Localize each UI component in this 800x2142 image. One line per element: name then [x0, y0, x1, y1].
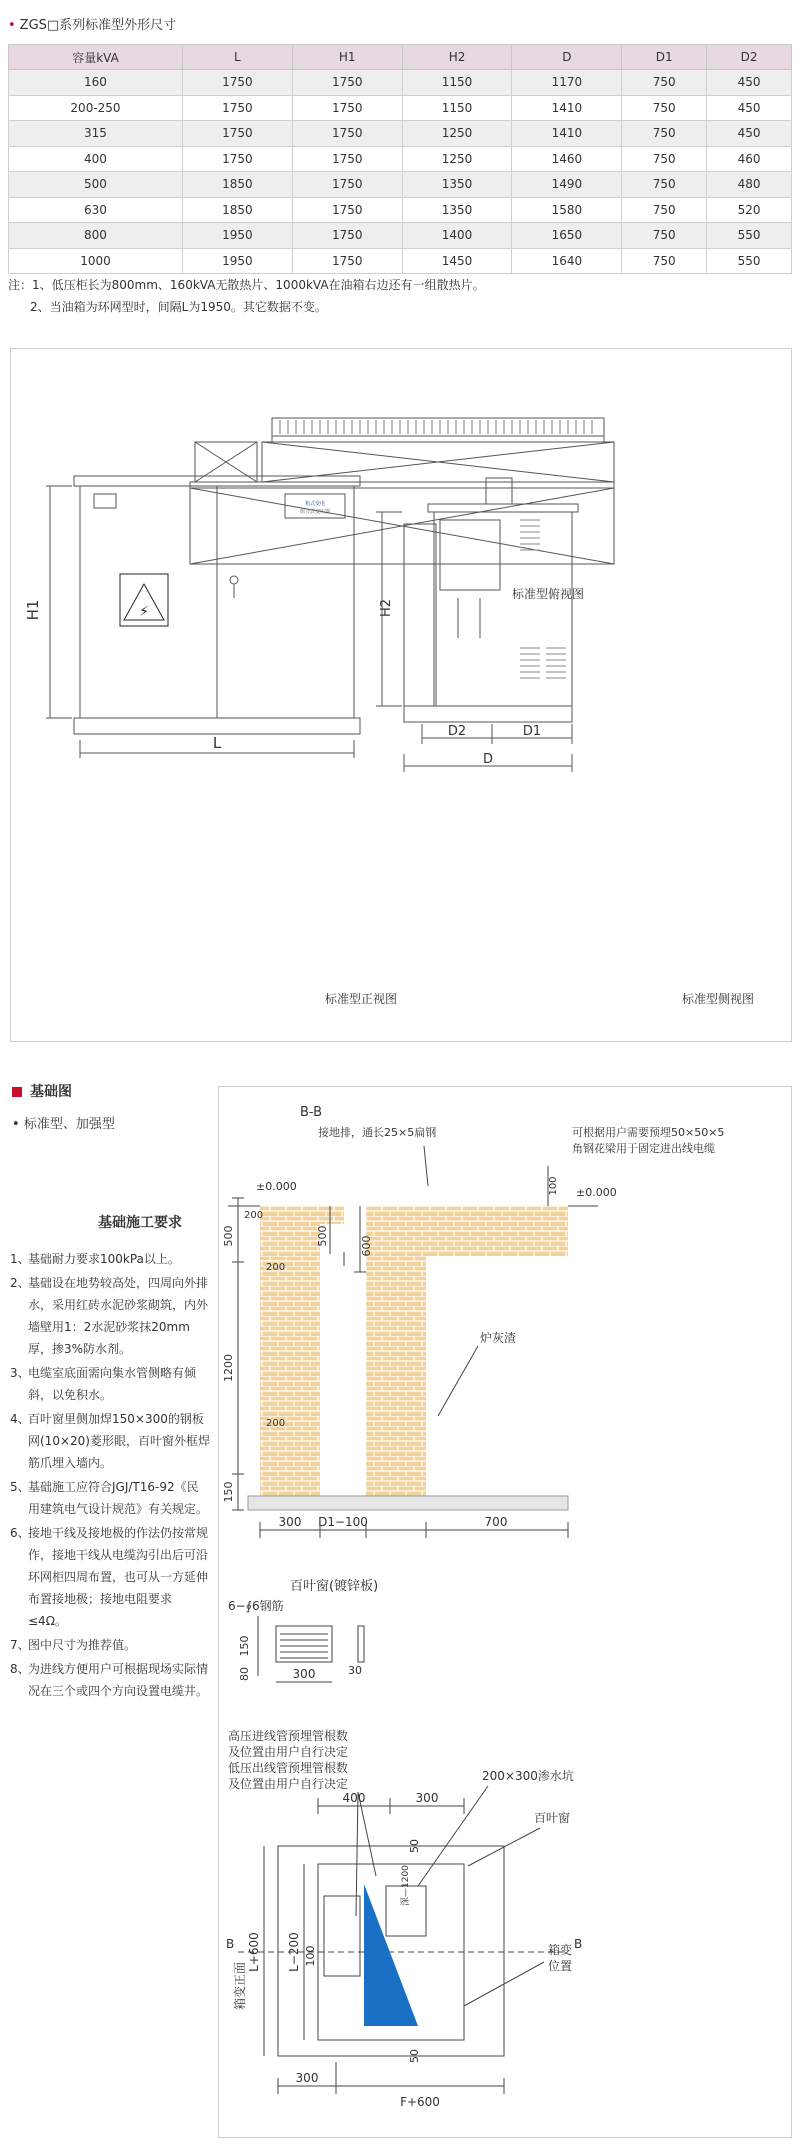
- plan-ann-box-2: 位置: [548, 1959, 573, 1973]
- table-cell: 1750: [292, 70, 402, 96]
- plan-ann-pit: 200×300渗水坑: [482, 1769, 574, 1783]
- table-row: [9, 95, 792, 121]
- requirement-item: [10, 1272, 210, 1360]
- table-cell: 1750: [182, 146, 292, 172]
- table-cell: 750: [622, 197, 707, 223]
- plan-dim-300b: 300: [295, 2071, 319, 2085]
- table-cell: 500: [9, 172, 183, 198]
- requirement-item: [10, 1522, 210, 1632]
- plan-ann-lv-1: 低压出线管预埋管根数: [228, 1761, 349, 1775]
- table-cell: 750: [622, 172, 707, 198]
- louver-dim-80: 80: [238, 1667, 251, 1681]
- table-cell: 1450: [402, 248, 512, 274]
- table-cell: 1410: [512, 95, 622, 121]
- table-row: [9, 197, 792, 223]
- spec-section-title: [8, 14, 176, 33]
- table-cell: 1460: [512, 146, 622, 172]
- col-header: 容量kVA: [9, 45, 183, 70]
- spec-note-1: 注：1、低压柜长为800mm、160kVA无散热片、1000kVA在油箱右边还有一组散热片。: [8, 278, 485, 292]
- table-row: [9, 121, 792, 147]
- table-row: [9, 70, 792, 96]
- table-cell: 1750: [292, 95, 402, 121]
- side-view-radiator: [404, 524, 436, 706]
- bb-dim-500a: 500: [222, 1225, 235, 1247]
- front-view-plate-line1: 箱式变电: [304, 501, 326, 507]
- plan-ann-lv-2: 及位置由用户自行决定: [228, 1777, 349, 1791]
- bb-right-wall: [366, 1256, 426, 1496]
- front-view-plate-line2: 组合式变压器: [299, 509, 331, 515]
- table-row: [9, 223, 792, 249]
- spec-table-body: [9, 70, 792, 274]
- spec-table: [8, 44, 792, 274]
- table-cell: 1750: [292, 121, 402, 147]
- front-view-lightning-icon: ⚡: [139, 604, 149, 620]
- louver-dim-30: 30: [348, 1664, 362, 1677]
- bb-dim-600: 600: [360, 1235, 373, 1257]
- table-header-row: [9, 45, 792, 70]
- requirement-item: [10, 1476, 210, 1520]
- table-cell: 750: [622, 223, 707, 249]
- requirement-number: 6、: [10, 1526, 30, 1540]
- plan-dim-l600: L+600: [247, 1932, 261, 1972]
- table-cell: 1750: [292, 197, 402, 223]
- requirement-text: 图中尺寸为推荐值。: [28, 1638, 137, 1652]
- plan-ann-hv-1: 高压进线管预埋管根数: [228, 1729, 349, 1743]
- plan-depth-label: 深—1200: [401, 1865, 411, 1906]
- plan-ann-box-1: 箱变: [548, 1943, 573, 1957]
- side-label-d1: D1: [522, 724, 542, 739]
- col-header: L: [182, 45, 292, 70]
- bb-dim-200c: 200: [266, 1418, 286, 1429]
- requirements-title: 基础施工要求: [98, 1215, 182, 1231]
- table-cell: 750: [622, 95, 707, 121]
- bb-ann-cinder: 炉灰渣: [480, 1331, 517, 1345]
- side-label-d: D: [482, 752, 494, 767]
- requirement-item: [10, 1658, 210, 1702]
- front-view-badge: [94, 494, 116, 508]
- table-cell: 400: [9, 146, 183, 172]
- plan-b-right: B: [574, 1937, 583, 1951]
- side-view-caption: 标准型侧视图: [682, 992, 755, 1006]
- bb-level-left: ±0.000: [256, 1180, 297, 1193]
- plan-dim-50a: 50: [408, 1839, 421, 1853]
- requirement-number: 7、: [10, 1638, 30, 1652]
- table-cell: 1750: [292, 146, 402, 172]
- foundation-subtitle-text: 标准型、加强型: [23, 1117, 115, 1132]
- requirement-text: 基础设在地势较高处，四周向外排水，采用红砖水泥砂浆砌筑，内外墙壁用1：2水泥砂浆抹20mm厚，掺3%防水剂。: [28, 1276, 209, 1356]
- requirement-number: 8、: [10, 1662, 30, 1676]
- requirement-number: 5、: [10, 1480, 30, 1494]
- top-view-radiator: [272, 418, 604, 436]
- side-label-d2: D2: [447, 724, 467, 739]
- side-view-base: [404, 706, 572, 722]
- foundation-title: [12, 1081, 72, 1101]
- table-cell: 1750: [182, 121, 292, 147]
- foundation-subtitle: [12, 1113, 115, 1132]
- col-header: H1: [292, 45, 402, 70]
- requirement-text: 基础施工应符合JGJ/T16-92《民用建筑电气设计规范》有关规定。: [28, 1480, 209, 1516]
- table-cell: 1350: [402, 172, 512, 198]
- plan-front-side: 箱变正面: [233, 1961, 247, 2011]
- table-cell: 450: [707, 121, 792, 147]
- col-header: D1: [622, 45, 707, 70]
- bb-dim-d1: D1−100: [318, 1515, 368, 1529]
- table-cell: 1750: [182, 95, 292, 121]
- table-cell: 750: [622, 146, 707, 172]
- table-cell: 520: [707, 197, 792, 223]
- table-cell: 1410: [512, 121, 622, 147]
- requirement-number: 2、: [10, 1276, 30, 1290]
- plan-dim-l200: L−200: [287, 1932, 301, 1972]
- table-cell: 750: [622, 248, 707, 274]
- requirement-text: 为进线方便用户可根据现场实际情况在三个或四个方向设置电缆井。: [28, 1662, 209, 1698]
- foundation-title-text: 基础图: [30, 1084, 72, 1100]
- plan-ann-louver: 百叶窗: [534, 1811, 571, 1825]
- table-cell: 160: [9, 70, 183, 96]
- bb-title: B-B: [300, 1105, 323, 1120]
- table-cell: 1170: [512, 70, 622, 96]
- table-cell: 450: [707, 70, 792, 96]
- front-view-base: [74, 718, 360, 734]
- spec-title-text: ZGS□系列标准型外形尺寸: [19, 18, 177, 33]
- requirement-item: [10, 1634, 210, 1656]
- table-cell: 1350: [402, 197, 512, 223]
- requirement-text: 百叶窗里侧加焊150×300的钢板网(10×20)菱形眼，百叶窗外框焊筋爪埋入墙内。: [28, 1412, 210, 1470]
- table-cell: 1950: [182, 223, 292, 249]
- bb-right-wall-top: [366, 1206, 568, 1256]
- col-header: D2: [707, 45, 792, 70]
- bb-ann-angle-1: 可根据用户需要预埋50×50×5: [572, 1126, 725, 1139]
- plan-dim-f600: F+600: [400, 2095, 440, 2109]
- requirement-item: [10, 1408, 210, 1474]
- table-cell: 1400: [402, 223, 512, 249]
- table-cell: 1490: [512, 172, 622, 198]
- louver-dim-150: 150: [238, 1635, 251, 1657]
- table-cell: 800: [9, 223, 183, 249]
- table-cell: 480: [707, 172, 792, 198]
- plan-ann-hv-2: 及位置由用户自行决定: [228, 1745, 349, 1759]
- red-square-icon: [12, 1087, 22, 1097]
- requirement-text: 基础耐力要求100kPa以上。: [28, 1252, 180, 1266]
- plan-dim-100: 100: [304, 1945, 317, 1967]
- bb-dim-200b: 200: [266, 1262, 286, 1273]
- requirement-text: 接地干线及接地极的作法仍按常规作，接地干线从电缆沟引出后可沿环网柜四周布置，也可从一方延伸布置接地极；接地电阻要求≤4Ω。: [28, 1526, 209, 1628]
- plan-dim-300a: 300: [415, 1791, 439, 1805]
- louver-dim-300: 300: [292, 1667, 316, 1681]
- table-row: [9, 172, 792, 198]
- requirement-number: 3、: [10, 1366, 30, 1380]
- side-label-h2: H2: [379, 598, 394, 618]
- plan-dim-400: 400: [342, 1791, 366, 1805]
- table-cell: 200-250: [9, 95, 183, 121]
- requirement-item: [10, 1362, 210, 1406]
- bb-left-wall: [260, 1206, 320, 1496]
- table-cell: 1750: [292, 248, 402, 274]
- bb-level-right: ±0.000: [576, 1186, 617, 1199]
- table-cell: 550: [707, 223, 792, 249]
- table-cell: 550: [707, 248, 792, 274]
- table-row: [9, 146, 792, 172]
- requirement-number: 4、: [10, 1412, 30, 1426]
- foundation-drawing: [218, 1086, 790, 2136]
- table-cell: 750: [622, 70, 707, 96]
- front-view-handle: [230, 576, 238, 584]
- table-cell: 1250: [402, 146, 512, 172]
- table-cell: 630: [9, 197, 183, 223]
- bb-dim-150: 150: [222, 1481, 235, 1503]
- table-cell: 1750: [292, 223, 402, 249]
- table-cell: 1640: [512, 248, 622, 274]
- requirement-item: [10, 1248, 210, 1270]
- spec-note-2: 2、当油箱为环网型时，间隔L为1950。其它数据不变。: [30, 300, 327, 314]
- bullet-dot-icon: •: [8, 18, 16, 33]
- col-header: H2: [402, 45, 512, 70]
- plan-b-left: B: [226, 1937, 235, 1951]
- table-cell: 1750: [292, 172, 402, 198]
- col-header: D: [512, 45, 622, 70]
- views-drawing: [10, 348, 790, 1040]
- requirements-list: [10, 1248, 210, 1704]
- bb-dim-1200: 1200: [222, 1354, 235, 1382]
- table-cell: 460: [707, 146, 792, 172]
- bb-dim-300: 300: [278, 1515, 302, 1529]
- front-label-l: L: [212, 734, 222, 752]
- bb-ann-angle-2: 角钢花梁用于固定进出线电缆: [572, 1142, 715, 1155]
- louver-frame: [276, 1626, 332, 1662]
- bb-dim-200a: 200: [244, 1210, 264, 1221]
- front-view-caption: 标准型正视图: [325, 992, 398, 1006]
- top-view-caption: 标准型俯视图: [512, 587, 585, 601]
- table-cell: 1150: [402, 95, 512, 121]
- requirement-number: 1、: [10, 1252, 30, 1266]
- table-cell: 1750: [182, 70, 292, 96]
- table-cell: 1150: [402, 70, 512, 96]
- table-cell: 750: [622, 121, 707, 147]
- bb-dim-700: 700: [484, 1515, 508, 1529]
- table-cell: 450: [707, 95, 792, 121]
- louver-title: 百叶窗(镀锌板): [290, 1579, 379, 1594]
- table-cell: 1850: [182, 197, 292, 223]
- bb-dim-100: 100: [548, 1176, 559, 1196]
- table-cell: 1950: [182, 248, 292, 274]
- table-cell: 1250: [402, 121, 512, 147]
- table-cell: 1580: [512, 197, 622, 223]
- bb-slab: [248, 1496, 568, 1510]
- table-cell: 1000: [9, 248, 183, 274]
- plan-dim-50b: 50: [408, 2049, 421, 2063]
- bullet-dot-icon: •: [12, 1117, 24, 1132]
- requirement-text: 电缆室底面需向集水管侧略有倾斜，以免积水。: [28, 1366, 197, 1402]
- louver-bars: 6−∮6钢筋: [228, 1599, 284, 1613]
- side-view-body: [434, 512, 572, 706]
- table-cell: 1850: [182, 172, 292, 198]
- front-view-roof: [74, 476, 360, 486]
- table-cell: 1650: [512, 223, 622, 249]
- table-cell: 315: [9, 121, 183, 147]
- bb-dim-500b: 500: [316, 1225, 329, 1247]
- front-label-h1: H1: [24, 599, 42, 621]
- bb-ann-grounding: 接地排，通长25×5扁钢: [318, 1126, 437, 1139]
- table-row: [9, 248, 792, 274]
